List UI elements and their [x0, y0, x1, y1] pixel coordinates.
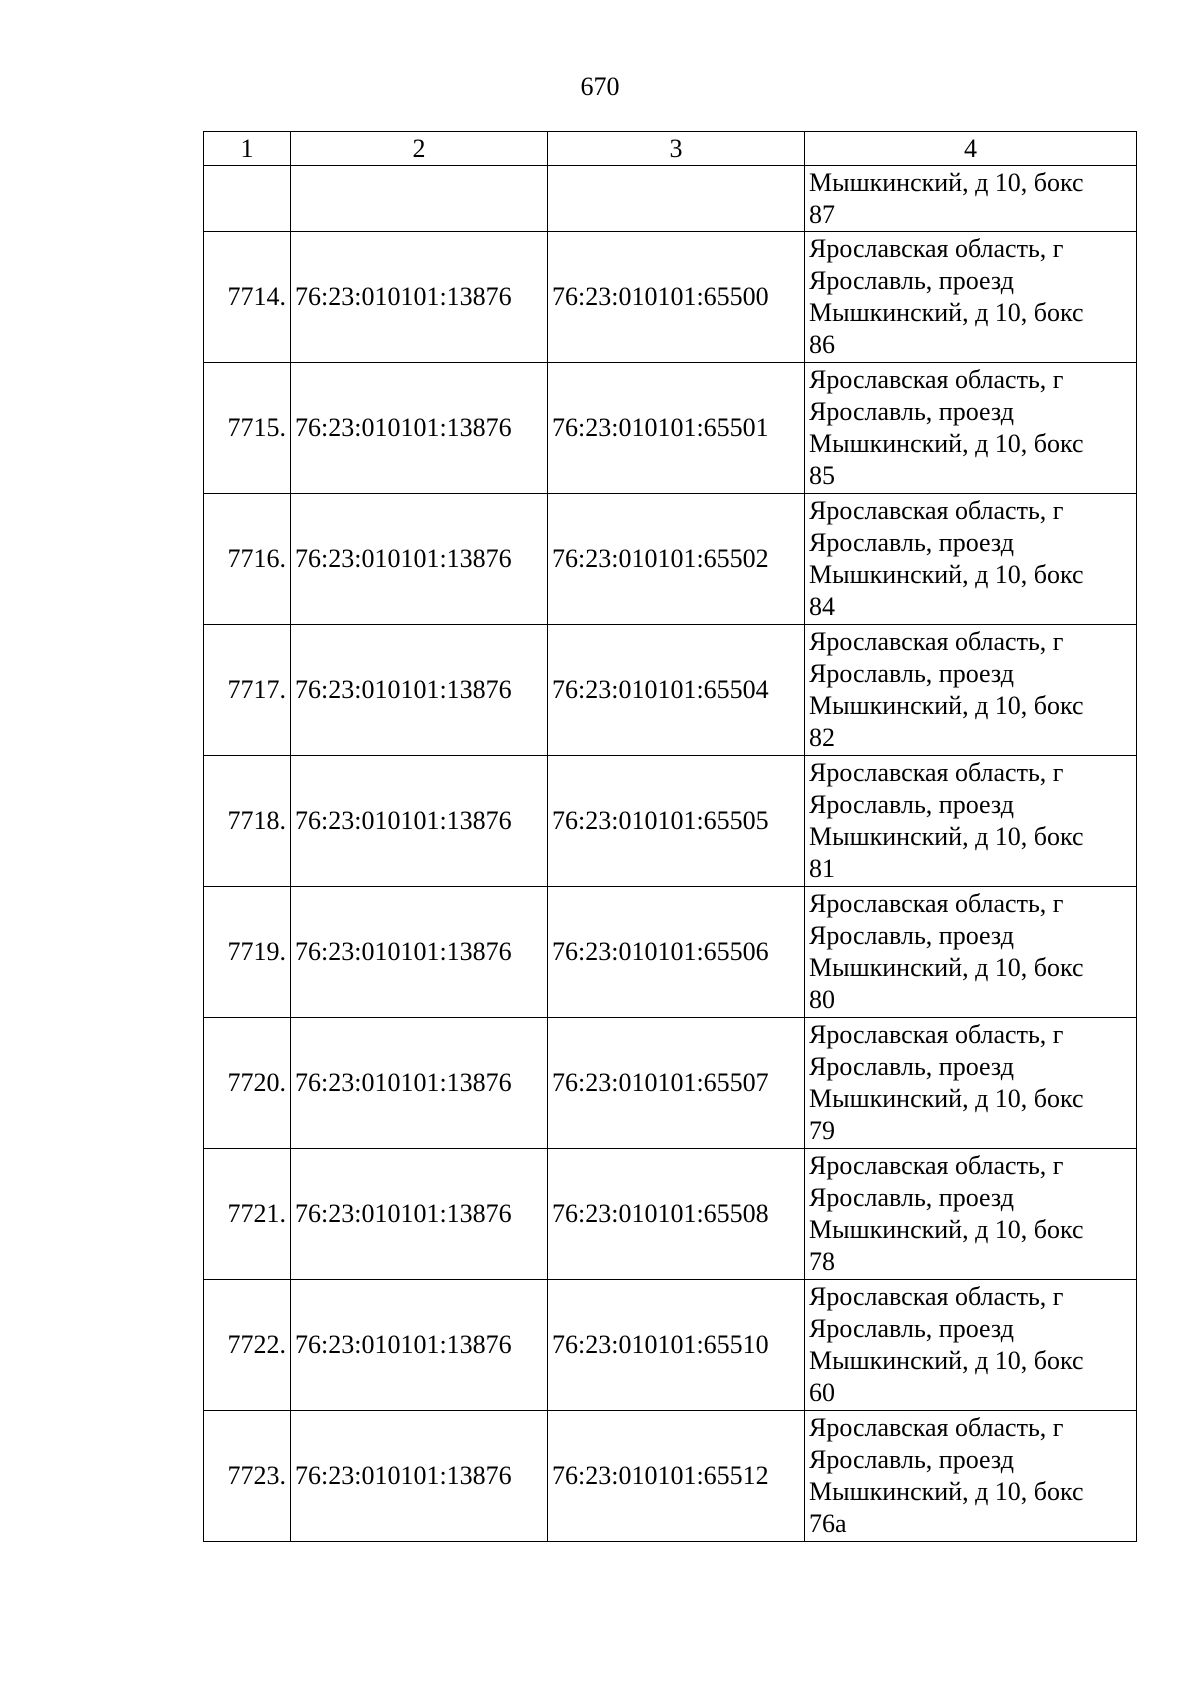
object-number-cell: 76:23:010101:65500: [548, 232, 805, 363]
object-number-cell: [548, 166, 805, 232]
table-row: [204, 1149, 1137, 1280]
address-cell: [805, 756, 1137, 887]
address-line: 87: [809, 199, 835, 229]
row-number-cell: 7716.: [204, 494, 291, 625]
address-line: Мышкинский, д 10, бокс: [809, 691, 1084, 720]
address-line: Мышкинский, д 10, бокс: [809, 429, 1084, 458]
address-cell: [805, 1280, 1137, 1411]
address-line: 82: [809, 723, 835, 752]
table-row: [204, 494, 1137, 625]
object-number-cell: 76:23:010101:65502: [548, 494, 805, 625]
row-number-cell: [204, 166, 291, 232]
address-line: Ярославль, проезд: [809, 1052, 1014, 1081]
address-line: Ярославль, проезд: [809, 659, 1014, 688]
address-line: 84: [809, 592, 835, 621]
address-line: Ярославль, проезд: [809, 397, 1014, 426]
address-line: Мышкинский, д 10, бокс: [809, 167, 1084, 197]
address-cell: [805, 887, 1137, 1018]
address-line: Ярославль, проезд: [809, 1314, 1014, 1343]
address-line: Ярославль, проезд: [809, 528, 1014, 557]
address-line: Ярославская область, г: [809, 758, 1064, 787]
object-number-cell: 76:23:010101:65508: [548, 1149, 805, 1280]
row-number-cell: 7717.: [204, 625, 291, 756]
header-col-1: 1: [204, 132, 291, 166]
object-number-cell: 76:23:010101:65506: [548, 887, 805, 1018]
address-line: Ярославская область, г: [809, 889, 1064, 918]
address-cell: [805, 625, 1137, 756]
parcel-number-cell: 76:23:010101:13876: [291, 1149, 548, 1280]
address-cell: [805, 1411, 1137, 1542]
registry-table: [203, 131, 1137, 1542]
address-line: Ярославль, проезд: [809, 1445, 1014, 1474]
parcel-number-cell: [291, 166, 548, 232]
address-line: Ярославская область, г: [809, 1282, 1064, 1311]
row-number-cell: 7719.: [204, 887, 291, 1018]
address-cell: [805, 232, 1137, 363]
object-number-cell: 76:23:010101:65512: [548, 1411, 805, 1542]
row-number-cell: 7720.: [204, 1018, 291, 1149]
table-row: [204, 1411, 1137, 1542]
address-line: 85: [809, 461, 835, 490]
object-number-cell: 76:23:010101:65501: [548, 363, 805, 494]
row-number-cell: 7718.: [204, 756, 291, 887]
address-line: 78: [809, 1247, 835, 1276]
parcel-number-cell: 76:23:010101:13876: [291, 232, 548, 363]
object-number-cell: 76:23:010101:65504: [548, 625, 805, 756]
parcel-number-cell: 76:23:010101:13876: [291, 1018, 548, 1149]
table-row: [204, 363, 1137, 494]
parcel-number-cell: 76:23:010101:13876: [291, 494, 548, 625]
address-line: 80: [809, 985, 835, 1014]
table-continued-row: [204, 166, 1137, 232]
address-line: Ярославская область, г: [809, 234, 1064, 263]
address-line: Ярославль, проезд: [809, 921, 1014, 950]
parcel-number-cell: 76:23:010101:13876: [291, 887, 548, 1018]
table-row: [204, 1018, 1137, 1149]
table-row: [204, 625, 1137, 756]
address-line: 76а: [809, 1509, 847, 1538]
address-line: Мышкинский, д 10, бокс: [809, 298, 1084, 327]
address-line: Мышкинский, д 10, бокс: [809, 1084, 1084, 1113]
address-line: Ярославская область, г: [809, 1020, 1064, 1049]
object-number-cell: 76:23:010101:65505: [548, 756, 805, 887]
address-line: Ярославская область, г: [809, 496, 1064, 525]
parcel-number-cell: 76:23:010101:13876: [291, 363, 548, 494]
address-line: Мышкинский, д 10, бокс: [809, 1477, 1084, 1506]
page-number-container: [0, 72, 1200, 102]
row-number-cell: 7714.: [204, 232, 291, 363]
parcel-number-cell: 76:23:010101:13876: [291, 625, 548, 756]
address-line: Ярославль, проезд: [809, 1183, 1014, 1212]
address-line: Ярославская область, г: [809, 365, 1064, 394]
address-line: Ярославская область, г: [809, 1151, 1064, 1180]
address-line: 60: [809, 1378, 835, 1407]
address-line: Мышкинский, д 10, бокс: [809, 1215, 1084, 1244]
row-number-cell: 7723.: [204, 1411, 291, 1542]
address-cell: [805, 1018, 1137, 1149]
address-line: 81: [809, 854, 835, 883]
address-cell: [805, 1149, 1137, 1280]
address-cell: [805, 494, 1137, 625]
parcel-number-cell: 76:23:010101:13876: [291, 1411, 548, 1542]
address-line: Ярославская область, г: [809, 1413, 1064, 1442]
address-line: Мышкинский, д 10, бокс: [809, 953, 1084, 982]
header-col-4: 4: [805, 132, 1137, 166]
address-line: Ярославская область, г: [809, 627, 1064, 656]
table-row: [204, 232, 1137, 363]
table-row: [204, 1280, 1137, 1411]
header-col-2: 2: [291, 132, 548, 166]
page-number: 670: [580, 72, 620, 101]
table-header-row: [204, 132, 1137, 166]
table-row: [204, 887, 1137, 1018]
address-line: Ярославль, проезд: [809, 266, 1014, 295]
address-cell: [805, 363, 1137, 494]
address-line: Мышкинский, д 10, бокс: [809, 822, 1084, 851]
header-col-3: 3: [548, 132, 805, 166]
address-line: 79: [809, 1116, 835, 1145]
address-cell: [805, 166, 1137, 232]
table-row: [204, 756, 1137, 887]
address-line: 86: [809, 330, 835, 359]
row-number-cell: 7721.: [204, 1149, 291, 1280]
parcel-number-cell: 76:23:010101:13876: [291, 1280, 548, 1411]
object-number-cell: 76:23:010101:65510: [548, 1280, 805, 1411]
address-line: Мышкинский, д 10, бокс: [809, 560, 1084, 589]
object-number-cell: 76:23:010101:65507: [548, 1018, 805, 1149]
parcel-number-cell: 76:23:010101:13876: [291, 756, 548, 887]
row-number-cell: 7715.: [204, 363, 291, 494]
address-line: Мышкинский, д 10, бокс: [809, 1346, 1084, 1375]
address-line: Ярославль, проезд: [809, 790, 1014, 819]
row-number-cell: 7722.: [204, 1280, 291, 1411]
